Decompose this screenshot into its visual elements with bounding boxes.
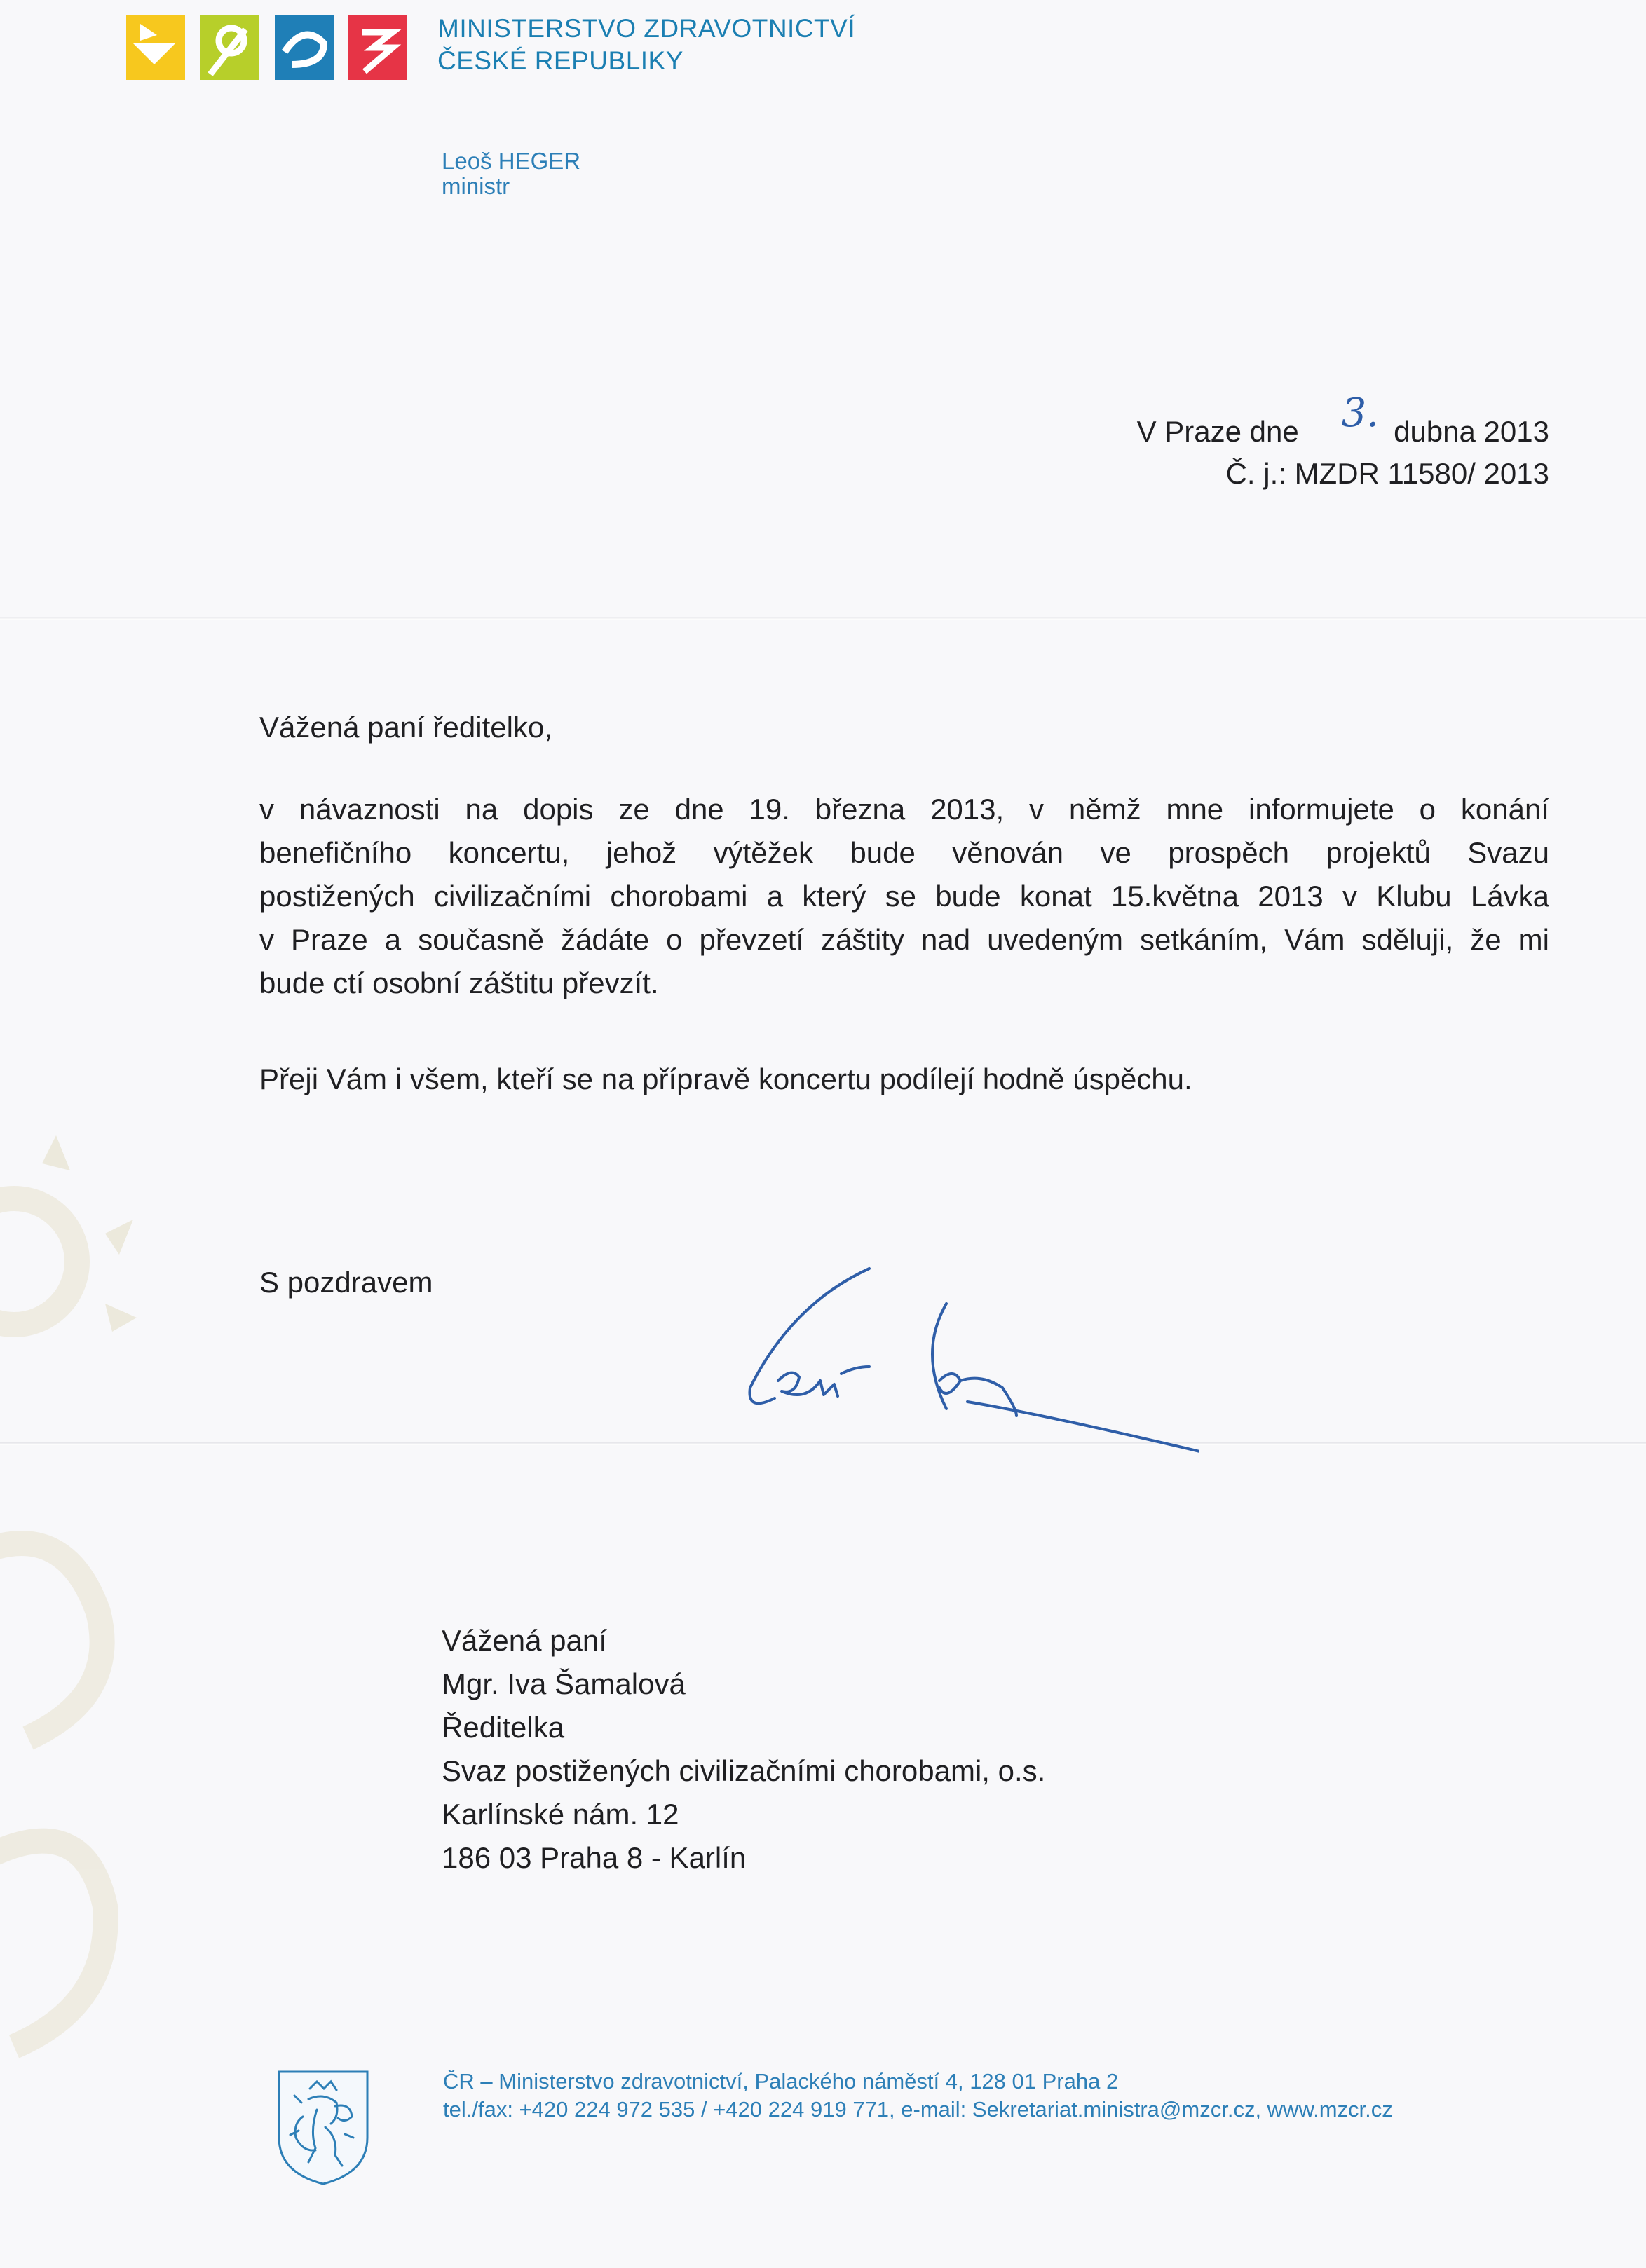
- case-number: Č. j.: MZDR 11580/ 2013: [1225, 457, 1549, 490]
- ministry-name-line1: MINISTERSTVO ZDRAVOTNICTVÍ: [437, 14, 856, 43]
- recipient-name: Mgr. Iva Šamalová: [442, 1667, 686, 1700]
- date-line: [1136, 390, 1549, 453]
- recipient-role: Ředitelka: [442, 1711, 565, 1744]
- recipient-street: Karlínské nám. 12: [442, 1798, 679, 1831]
- ministry-name: [437, 13, 855, 77]
- wish-sentence: Přeji Vám i všem, kteří se na přípravě koncertu podílejí hodně úspěchu.: [259, 1063, 1192, 1095]
- handwritten-day: 3.: [1341, 390, 1380, 436]
- footer-address: ČR – Ministerstvo zdravotnictví, Palackého náměstí 4, 128 01 Praha 2: [443, 2069, 1119, 2093]
- closing: S pozdravem: [259, 1266, 433, 1299]
- body-line: v návaznosti na dopis ze dne 19. března 2013, v němž mne informujete o konání: [259, 793, 1549, 826]
- recipient-city: 186 03 Praha 8 - Karlín: [442, 1841, 747, 1874]
- body-line: bude ctí osobní záštitu převzít.: [259, 966, 659, 999]
- body-line: benefičního koncertu, jehož výtěžek bude věnován ve prospěch projektů Svazu: [259, 836, 1549, 869]
- watermark-graphic: [0, 1121, 140, 2103]
- footer-contact: tel./fax: +420 224 972 535 / +420 224 919 771, e-mail: Sekretariat.ministra@mzcr.cz, www.mzcr.cz: [443, 2097, 1393, 2122]
- paper-fold-top: [0, 617, 1646, 620]
- coat-of-arms-icon: [275, 2068, 372, 2187]
- minister-block: [442, 149, 580, 199]
- minister-title: ministr: [442, 173, 510, 199]
- ministry-name-line2: ČESKÉ REPUBLIKY: [437, 46, 683, 75]
- body-line: v Praze a současně žádáte o převzetí záštity nad uvedeným setkáním, Vám sděluji, že mi: [259, 923, 1549, 956]
- body-line: postižených civilizačními chorobami a který se bude konat 15.května 2013 v Klubu Lávka: [259, 880, 1549, 913]
- reference-block: [1136, 390, 1549, 495]
- recipient-address: [442, 1619, 1045, 1880]
- letter-body: [259, 788, 1549, 1005]
- recipient-line: Vážená paní: [442, 1624, 607, 1657]
- recipient-organization: Svaz postižených civilizačními chorobami, o.s.: [442, 1754, 1046, 1787]
- ministry-logo: [126, 15, 407, 80]
- salutation: Vážená paní ředitelko,: [259, 711, 552, 744]
- date-prefix: V Praze dne: [1136, 415, 1299, 448]
- ministry-footer: [443, 2068, 1393, 2124]
- date-suffix: dubna 2013: [1394, 415, 1549, 448]
- handwritten-signature: [736, 1262, 1199, 1472]
- minister-name: Leoš HEGER: [442, 148, 581, 174]
